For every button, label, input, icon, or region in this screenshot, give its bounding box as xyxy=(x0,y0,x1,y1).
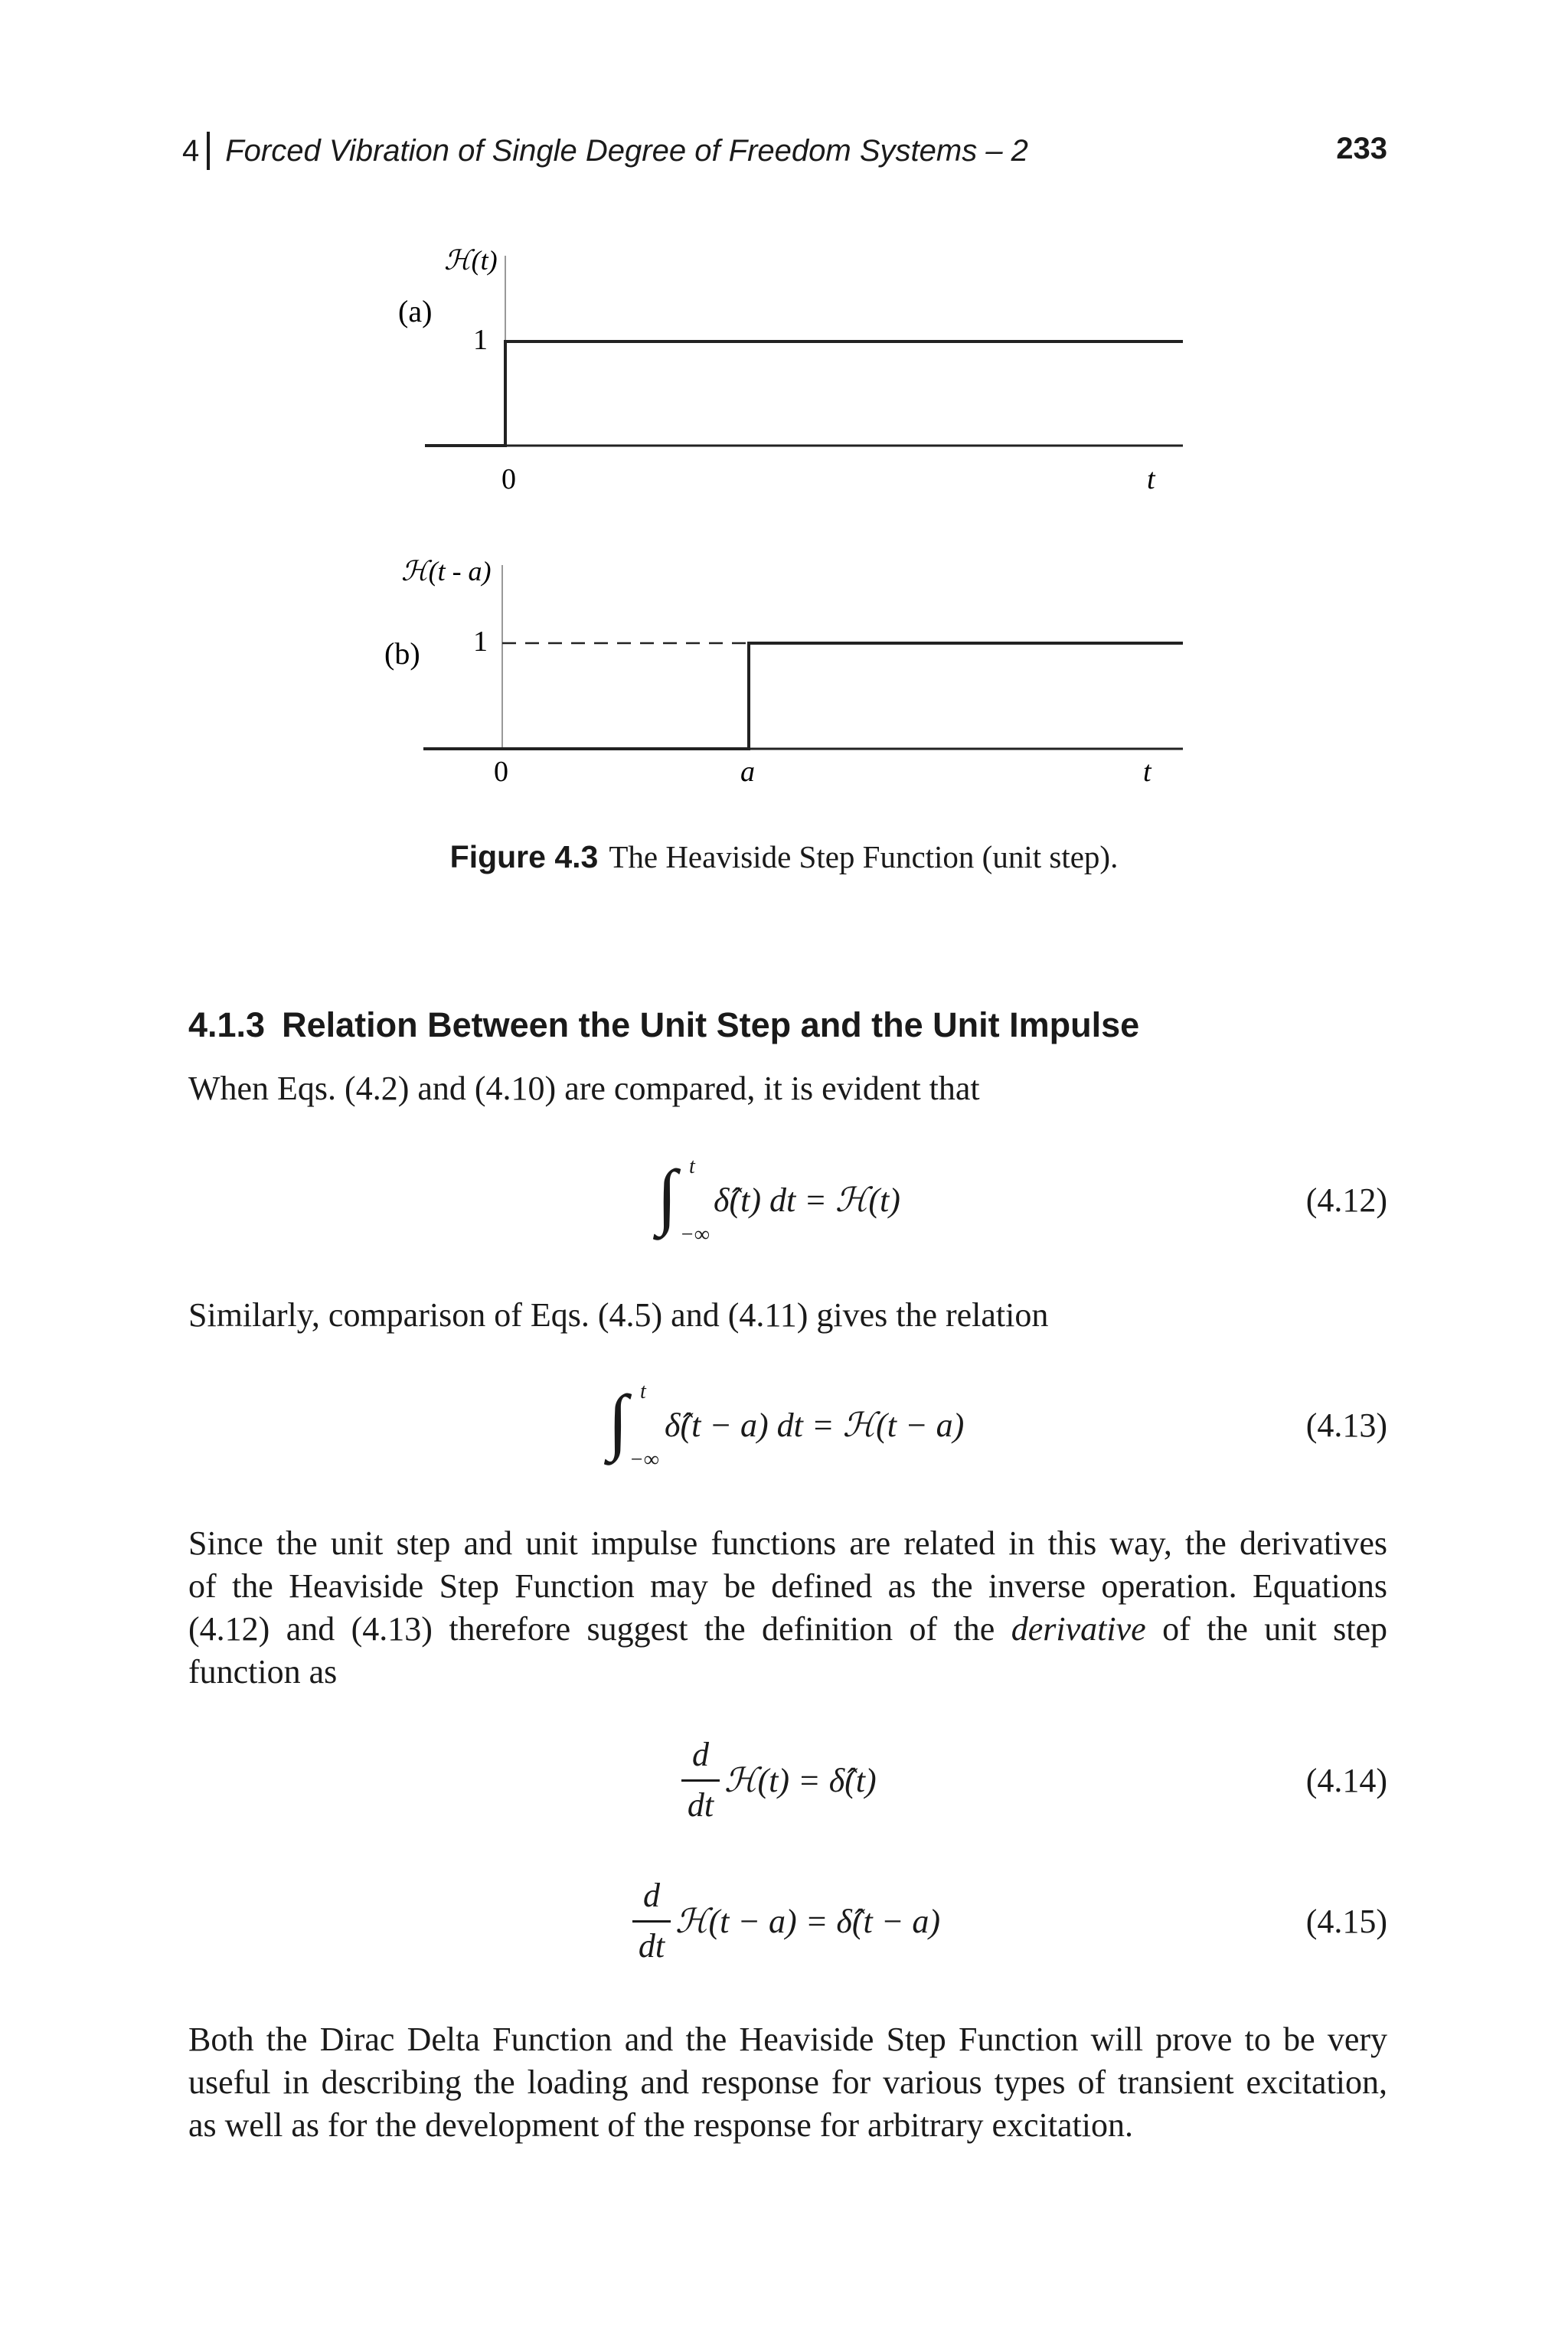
page-number: 233 xyxy=(1336,132,1387,165)
both-line-1: Both the Dirac Delta Function and the Heaviside Step Function will prove to be very xyxy=(188,2021,1387,2058)
eq415-fraction-bar xyxy=(632,1920,671,1923)
panel-a-level-label: 1 xyxy=(473,324,488,356)
panel-b-ylabel: ℋ(t - a) xyxy=(401,556,492,586)
section-title: Relation Between the Unit Step and the Unit Impulse xyxy=(282,1005,1140,1044)
eq413-upper-limit: t xyxy=(640,1380,646,1403)
eq415-number: (4.15) xyxy=(1305,1903,1387,1940)
eq415-body: ℋ(t − a) = δ̂(t − a) xyxy=(675,1903,941,1940)
panel-a xyxy=(398,245,1183,495)
since-line-3 xyxy=(188,1608,1387,1651)
heaviside-step-figure xyxy=(0,0,1568,827)
eq414-denominator: dt xyxy=(687,1786,714,1824)
panel-b xyxy=(384,556,1183,788)
intro-paragraph: When Eqs. (4.2) and (4.10) are compared, it is evident that xyxy=(188,1070,980,1107)
eq414-body: ℋ(t) = δ̂(t) xyxy=(724,1762,877,1799)
panel-b-origin-label: 0 xyxy=(494,756,508,788)
eq412-number: (4.12) xyxy=(1305,1181,1387,1219)
integral-sign: ∫ xyxy=(657,1155,678,1237)
panel-b-tag: (b) xyxy=(384,636,420,671)
both-line-2: useful in describing the loading and response for various types of transient excitation, xyxy=(188,2063,1387,2101)
eq414-numerator: d xyxy=(692,1736,709,1773)
eq414-number: (4.14) xyxy=(1305,1762,1387,1799)
section-heading xyxy=(188,1005,1139,1045)
panel-a-tag: (a) xyxy=(398,294,433,328)
eq413-lower-limit: −∞ xyxy=(629,1448,659,1472)
eq415-denominator: dt xyxy=(638,1927,665,1965)
eq413-body: δ̂(t − a) dt = ℋ(t − a) xyxy=(665,1407,965,1444)
both-line-3: as well as for the development of the response for arbitrary excitation. xyxy=(188,2106,1133,2144)
since-line-2: of the Heaviside Step Function may be defined as the inverse operation. Equations xyxy=(188,1567,1387,1605)
since-line-3a: (4.12) and (4.13) therefore suggest the definition of the xyxy=(188,1610,1011,1648)
eq412-body: δ̂(t) dt = ℋ(t) xyxy=(714,1181,900,1219)
since-line-3b: of the unit step xyxy=(1145,1610,1388,1648)
figure-caption-label: Figure 4.3 xyxy=(449,839,599,874)
panel-b-step-curve xyxy=(423,643,1183,749)
chapter-number: 4 xyxy=(182,133,200,168)
both-paragraph xyxy=(188,2018,1387,2147)
eq412-upper-limit: t xyxy=(689,1155,695,1178)
derivative-term: derivative xyxy=(1011,1610,1146,1648)
integral-sign: ∫ xyxy=(608,1380,629,1462)
since-line-4: function as xyxy=(188,1653,338,1691)
since-line-1: Since the unit step and unit impulse functions are related in this way, the derivatives xyxy=(188,1524,1387,1562)
panel-a-ylabel: ℋ(t) xyxy=(444,245,498,276)
eq414-fraction-bar xyxy=(681,1779,720,1782)
since-paragraph xyxy=(188,1522,1387,1694)
panel-b-level-label: 1 xyxy=(473,626,488,658)
section-number: 4.1.3 xyxy=(188,1005,266,1044)
chapter-title: Forced Vibration of Single Degree of Freedom Systems – 2 xyxy=(225,133,1028,168)
eq412-lower-limit: −∞ xyxy=(680,1223,710,1246)
panel-a-xlabel: t xyxy=(1147,463,1155,495)
panel-b-xlabel: t xyxy=(1143,756,1152,788)
eq415-numerator: d xyxy=(643,1877,660,1914)
figure-caption-text: The Heaviside Step Function (unit step). xyxy=(609,839,1119,874)
similarly-paragraph: Similarly, comparison of Eqs. (4.5) and (4.11) gives the relation xyxy=(188,1296,1049,1334)
panel-a-step-curve xyxy=(425,341,1183,446)
eq413-number: (4.13) xyxy=(1305,1407,1387,1444)
panel-a-origin-label: 0 xyxy=(501,463,516,495)
figure-caption xyxy=(0,838,1568,875)
panel-b-step-label: a xyxy=(740,756,755,788)
